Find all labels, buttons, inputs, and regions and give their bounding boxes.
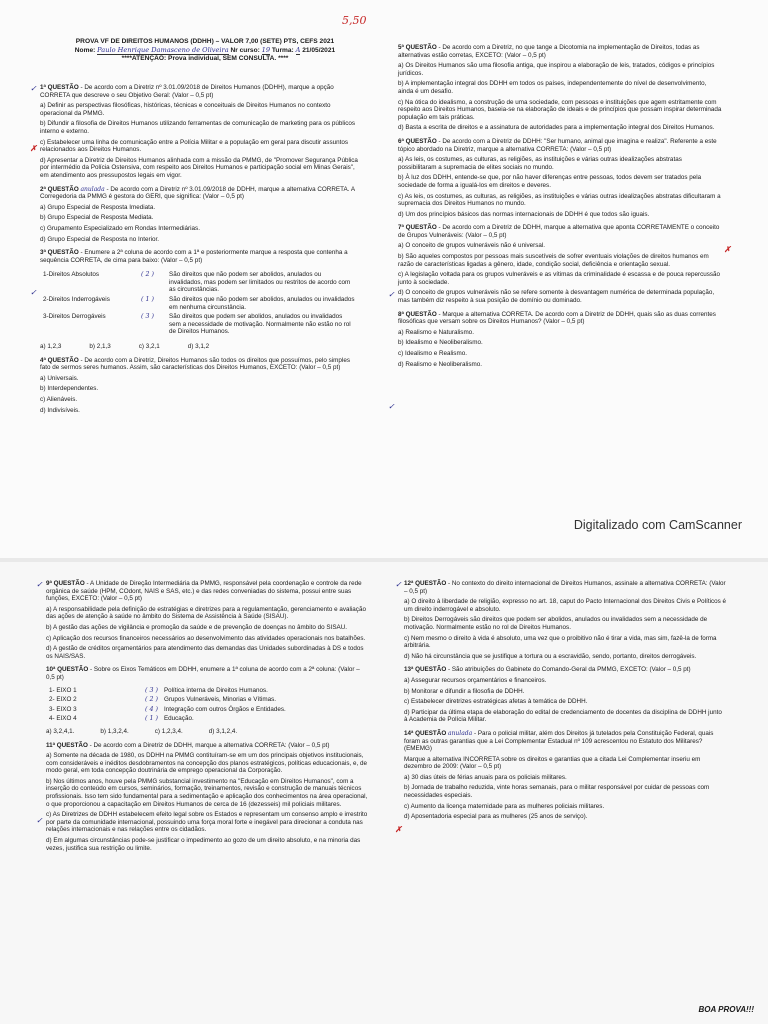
question-8-heading: 8ª QUESTÃO [398, 310, 437, 318]
question-11-heading: 11ª QUESTÃO [46, 741, 88, 749]
question-9-option-d: d) A gestão de créditos orçamentários para atendimento das demandas das Unidades subordinadas à DS e todos os NAIS/SAS. [46, 645, 364, 660]
question-13-heading: 13ª QUESTÃO [404, 666, 447, 674]
question-3-matching-table [40, 270, 358, 337]
question-5-text: - De acordo com a Diretriz, no que tange a Dicotomia na implementação de Direitos, todas as alternativas estão corretas, EXCETO: (Valor – 0,5 pt) [398, 44, 700, 59]
class-letter: A [295, 46, 301, 54]
question-2-text: - De acordo com a Diretriz nº 3.01.09/2018 de DDHH, marque a alternativa CORRETA. A Corregedoria da PMMG é gestora do GERI, que significa: (Valor – 0,5 pt) [40, 185, 355, 201]
check-mark-icon: ✓ [30, 84, 37, 93]
question-6-option-c: c) As leis, os costumes, as culturas, as religiões, as instituições e várias outras idealizações abstratas dificultaram a supremacia dos Direitos Humanos no mundo. [398, 192, 721, 208]
cross-mark-icon: ✗ [395, 824, 402, 834]
closing-message: BOA PROVA!!! [698, 1005, 754, 1014]
question-6-text: - De acordo com a Diretriz de DDHH: "Ser humano, animal que imagina e realiza". Referente a este tópico abordado na Diretriz, marque a alternativa CORRETA: (Valor – 0,5 pt) [398, 137, 717, 153]
question-5-heading: 5ª QUESTÃO [398, 44, 437, 51]
left-column-top [40, 84, 358, 420]
cross-mark-icon: ✗ [724, 244, 731, 254]
question-10-answer-b: b) 1,3,2,4. [100, 727, 129, 735]
question-2-heading: 2ª QUESTÃO [40, 185, 79, 193]
question-5-option-a: a) Os Direitos Humanos são uma filosofia antiga, que inspirou a elaboração de leis, tratados, códigos e princípios jurídicos. [398, 62, 715, 77]
question-10-heading: 10ª QUESTÃO [46, 666, 89, 674]
table-row: 1-Direitos Absolutos ( 2 ) São direitos que não podem ser abolidos, anulados ou invalidados, mas podem ser limitados ou restritos de acordo com as circunstâncias. [43, 271, 351, 294]
question-1-option-a: a) Definir as perspectivas filosóficas, históricas, técnicas e conceituais de Direitos Humanos no contexto operacional da PMMG. [40, 102, 331, 117]
question-8-option-d: d) Realismo e Neoliberalismo. [398, 360, 482, 368]
question-12-option-d: d) Não há circunstância que se justifique a tortura ou a escravidão, sendo, portanto, direitos derrogáveis. [404, 652, 697, 660]
question-5-option-c: c) Na ótica do idealismo, a construção de uma sociedade, com pessoas e instituições que agem estritamente com respeito aos Direitos Humanos, baseia-se na elaboração de ideais e de princípios que possam inspirar determinada população em tais práticas. [398, 98, 722, 121]
question-13-option-a: a) Assegurar recursos orçamentários e financeiros. [404, 676, 547, 684]
question-1-option-c: c) Estabelecer uma linha de comunicação entre a Polícia Militar e a população em geral para discutir assuntos relacionados aos Direitos Humanos. [40, 138, 349, 154]
question-7-heading: 7ª QUESTÃO [398, 224, 437, 232]
question-4 [40, 357, 358, 415]
exam-title: PROVA VF DE DIREITOS HUMANOS (DDHH) – VALOR 7,00 (SETE) PTS, CEFS 2021 [75, 38, 335, 45]
question-2-option-d: d) Grupo Especial de Resposta no Interior. [40, 235, 160, 243]
scan-page-2 [0, 562, 768, 1024]
question-11-option-a: a) Somente na década de 1980, os DDHH na PMMG contituíram-se em um dos principais objetivos institucionais, com consideráveis e inéditos desdobramentos na concepção dos planos estratégicos, políticas educacionais, e, de modo geral, em toda concepção doutrinária de emprego operacional da Corporação. [46, 752, 367, 775]
student-line: Nome: Paulo Henrique Damasceno de Oliveira Nr curso: 19 Turma: A 21/05/2021 [74, 46, 336, 54]
table-row: 4- EIXO 4 ( 1 ) Educação. [49, 715, 194, 723]
question-7-text: - De acordo com a Diretriz de DDHH, marque a alternativa que aponta CORRETAMENTE o conceito de Grupos Vulneráveis: (Valor – 0,5 pt) [398, 224, 720, 239]
question-13-text: - São atribuições do Gabinete do Comando-Geral da PMMG, EXCETO: (Valor – 0,5 pt) [446, 666, 691, 674]
exam-header [40, 38, 370, 63]
table-row: 2-Direitos Inderrogáveis ( 1 ) São direitos que não podem ser abolidos, anulados ou invalidados em nenhuma circunstância. [43, 296, 355, 311]
right-column-bottom [404, 580, 726, 827]
question-3-text: - Enumere a 2ª coluna de acordo com a 1ª e posteriormente marque a resposta que contenha a sequência CORRETA, de cima para baixo: (Valor – 0,5 pt) [40, 249, 348, 264]
question-13-option-c: c) Estabelecer diretrizes estratégicas afetas à temática de DDHH. [404, 698, 588, 706]
question-14-option-a: a) 30 dias úteis de férias anuais para os policiais militares. [404, 773, 567, 781]
question-5 [398, 44, 722, 132]
exam-date: 21/05/2021 [302, 47, 336, 54]
student-name: Paulo Henrique Damasceno de Oliveira [97, 46, 229, 54]
question-10-answers [46, 728, 368, 736]
question-9-option-a: a) A responsabilidade pela definição de estratégias e diretrizes para a regulamentação, gerenciamento e avaliação das ações de atenção à saúde no âmbito do Sistema de Assistência à Saúde (SISAU). [46, 605, 366, 621]
question-13-option-d: d) Participar da última etapa de elaboração do edital de credenciamento de docentes da disciplina de DDHH junto à Academia de Polícia Militar. [404, 708, 722, 724]
grade-mark: 5,50 [342, 14, 367, 27]
question-12-option-c: c) Nem mesmo o direito à vida é absoluto, uma vez que o proibitivo não é tirar a vida, mas sim, fazê-la de forma arbitrária. [404, 634, 717, 650]
question-6 [398, 138, 722, 218]
question-9 [46, 580, 368, 660]
question-10-matching-table [46, 686, 289, 724]
question-6-heading: 6ª QUESTÃO [398, 137, 437, 145]
check-mark-icon: ✓ [388, 402, 395, 411]
question-12 [404, 580, 726, 660]
table-row: 1- EIXO 1 ( 3 ) Política interna de Direitos Humanos. [49, 686, 268, 694]
question-8-option-b: b) Idealismo e Neoliberalismo. [398, 339, 483, 347]
question-12-heading: 12ª QUESTÃO [404, 580, 447, 587]
question-9-text: - A Unidade de Direção Intermediária da PMMG, responsável pela coordenação e controle da rede orgânica de saúde (HPM, COdont, NAIS e SAS, etc.) e das redes conveniadas do sistema, possui entre suas funções, EXCETO: (Valor – 0,5 pt) [46, 580, 362, 603]
question-9-heading: 9ª QUESTÃO [46, 580, 85, 587]
question-7-option-d: d) O conceito de grupos vulneráveis não se refere somente à desvantagem numérica de determinada população, mas também diz respeito à sua posição de domínio ou dominado. [398, 289, 715, 305]
question-14-option-b: b) Jornada de trabalho reduzida, vinte horas semanais, para o militar responsável por cuidar de pessoas com necessidades especiais. [404, 784, 710, 800]
question-8-text: - Marque a alternativa CORRETA. De acordo com a Diretriz de DDHH, quais são as duas correntes filosóficas que versam sobre os Direitos Humanos? (Valor – 0,5 pt) [398, 310, 716, 326]
question-10-answer-a: a) 3,2,4,1. [46, 727, 75, 735]
question-3-answers [40, 343, 358, 351]
check-mark-icon: ✓ [30, 288, 37, 297]
question-8-option-a: a) Realismo e Naturalismo. [398, 328, 474, 336]
question-11-text: - De acordo com a Diretriz de DDHH, marque a alternativa CORRETA: (Valor – 0,5 pt) [87, 741, 330, 749]
question-14-text: - Para o policial militar, além dos Direitos já tutelados pela Constituição Federal, quais foram as outras garantias que a Lei Complementar Estadual nº 109 acrescentou no Estatuto dos Militares? (EMEMG) [404, 729, 714, 753]
question-1-option-b: b) Difundir a filosofia de Direitos Humanos utilizando ferramentas de comunicação de marketing para os públicos interno e externo. [40, 120, 356, 135]
question-7-option-b: b) São aqueles compostos por pessoas mais suscetíveis de sofrer eventuais violações de direitos humanos em razão de características ligadas a gênero, idade, condição social, deficiência e orientação sexual. [398, 253, 709, 268]
question-3-heading: 3ª QUESTÃO [40, 249, 79, 257]
question-2 [40, 186, 358, 244]
question-8-option-c: c) Idealismo e Realismo. [398, 350, 467, 357]
question-4-text: - De acordo com a Diretriz, Direitos Humanos são todos os direitos que possuímos, pelo simples fato de sermos seres humanos. Assim, são características dos Direitos Humanos, EXCETO: (Valor – 0,5 pt) [40, 356, 350, 372]
question-13 [404, 666, 726, 724]
table-row: 3-Direitos Derrogáveis ( 3 ) São direitos que podem ser abolidos, anulados ou invalidados sem a necessidade de motivação. Normalmente não estão no rol de Direitos Humanos. [43, 313, 351, 336]
question-12-text: - No contexto do direito internacional de Direitos Humanos, assinale a alternativa CORRETA: (Valor – 0,5 pt) [404, 580, 726, 595]
question-4-heading: 4ª QUESTÃO [40, 356, 79, 364]
question-12-option-a: a) O direito à liberdade de religião, expresso no art. 18, caput do Pacto Internacional dos Direitos Civis e Políticos é um direito inderrogável e absoluto. [404, 598, 727, 613]
question-2-annotation: anulada [80, 185, 105, 193]
check-mark-icon: ✓ [36, 816, 43, 825]
question-10-answer-d: d) 3,1,2,4. [208, 727, 238, 735]
question-2-option-c: c) Grupamento Especializado em Rondas Intermediárias. [40, 224, 200, 232]
question-3-answer-a: a) 1,2,3 [40, 343, 62, 351]
question-13-option-b: b) Monitorar e difundir a filosofia de DDHH. [404, 687, 525, 695]
question-1-option-d: d) Apresentar a Diretriz de Direitos Humanos alinhada com a missão da PMMG, de "Promover Segurança Pública por intermédio da Polícia Ostensiva, com respeito aos Direitos Humanos e participação social em Minas Gerais", em atendimento aos pressupostos legais em vigor. [40, 156, 358, 179]
question-4-option-a: a) Universais. [40, 374, 79, 382]
table-row: 2- EIXO 2 ( 2 ) Grupos Vulneráveis, Minorias e Vítimas. [49, 696, 277, 704]
question-12-option-b: b) Direitos Derrogáveis são direitos que podem ser abolidos, anulados ou invalidados sem a necessidade de motivação. Normalmente estão no rol de Direitos Humanos. [404, 616, 708, 631]
question-4-option-c: c) Alienáveis. [40, 396, 78, 403]
question-14-option-c: c) Aumento da licença maternidade para as mulheres policiais militares. [404, 802, 605, 810]
question-11-option-d: d) Em algumas circunstâncias pode-se justificar o impedimento ao gozo de um direito absoluto, e na minoria das vezes, justifica sua restrição ou limite. [46, 837, 361, 852]
question-3-answer-c: c) 3,2,1 [138, 343, 160, 351]
question-7 [398, 224, 722, 304]
check-mark-icon: ✓ [395, 580, 402, 589]
right-column-top [398, 44, 722, 374]
question-3-answer-b: b) 2,1,3 [89, 343, 111, 351]
question-10-text: - Sobre os Eixos Temáticos em DDHH, enumere a 1ª coluna de acordo com a 2ª coluna: (Valor – 0,5 pt) [46, 666, 360, 681]
question-2-option-b: b) Grupo Especial de Resposta Mediata. [40, 214, 154, 222]
question-11-option-b: b) Nos últimos anos, houve pela PMMG substancial investimento na "Educação em Direitos Humanos", com a inserção do conteúdo em cursos, seminários, formação, treinamentos, revisão e construção de manuais técnicos profissionais. Isso tem sido fundamental para a sedimentação e aplicação dos conhecimentos na área operacional, o que proporcionou a capacitação em Direitos Humanos de cerca de 16 (dezesseis) mil policiais militares. [46, 777, 368, 808]
question-5-option-d: d) Basta a escrita de direitos e a assinatura de autoridades para a implementação integral dos Direitos Humanos. [398, 124, 715, 132]
table-row: 3- EIXO 3 ( 4 ) Integração com outros Órgãos e Entidades. [49, 705, 286, 713]
question-9-option-c: c) Aplicação dos recursos financeiros necessários ao desenvolvimento das atividades operacionais nos batalhões. [46, 634, 366, 642]
question-5-option-b: b) A implementação integral dos DDHH em todos os países, independentemente do nível de desenvolvimento, ainda é um desafio. [398, 80, 707, 95]
question-4-option-d: d) Indivisíveis. [40, 406, 80, 414]
question-6-option-a: a) As leis, os costumes, as culturas, as religiões, as instituições e várias outras idealizações abstratas possibilitaram a supremacia de elites sociais no mundo. [398, 156, 682, 171]
left-column-bottom [46, 580, 368, 858]
question-10-answer-c: c) 1,2,3,4. [154, 727, 183, 735]
attention-note: ****ATENÇÃO: Prova individual, SEM CONSULTA. **** [121, 55, 289, 62]
question-6-option-d: d) Um dos princípios básicos das normas internacionais de DDHH é que todos são iguais. [398, 210, 650, 218]
question-10 [46, 666, 368, 735]
question-9-option-b: b) A gestão das ações de vigilância e promoção da saúde e de prevenção de doenças no âmbito do SISAU. [46, 623, 348, 631]
question-4-option-b: b) Interdependentes. [40, 385, 99, 393]
camscanner-watermark: Digitalizado com CamScanner [573, 518, 742, 532]
question-1 [40, 84, 358, 180]
question-14-option-d: d) Aposentadoria especial para as mulheres (25 anos de serviço). [404, 813, 588, 821]
question-7-option-c: c) A legislação voltada para os grupos vulneráveis e as vítimas da criminalidade é escassa e de pouca repercussão junto à sociedade. [398, 271, 721, 286]
question-14-instruction: Marque a alternativa INCORRETA sobre os direitos e garantias que a citada Lei Complementar inseriu em dezembro de 2009: (Valor – 0,5 pt) [404, 755, 701, 771]
question-8 [398, 311, 722, 369]
question-1-text: - De acordo com a Diretriz nº 3.01.09/2018 de Direitos Humanos (DDHH), marque a opção CORRETA que descreve o seu Objetivo Geral: (Valor – 0,5 pt) [40, 84, 334, 99]
question-7-option-a: a) O conceito de grupos vulneráveis não é universal. [398, 242, 546, 250]
check-mark-icon: ✓ [388, 290, 395, 299]
question-11 [46, 742, 368, 853]
course-number: 19 [261, 46, 271, 54]
question-3 [40, 249, 358, 351]
cross-mark-icon: ✗ [30, 143, 37, 153]
question-14-heading: 14ª QUESTÃO [404, 729, 447, 737]
question-14 [404, 730, 726, 821]
question-3-answer-d: d) 3,1,2 [187, 343, 210, 351]
question-11-option-c: c) As Diretrizes de DDHH estabelecem efeito legal sobre os Estados e representam um consenso amplo e irrestrito por parte da comunidade internacional, possuindo uma força moral forte e inegável para direcionar a conduta nas relações internacionais e nas relações entre os cidadãos. [46, 811, 368, 834]
question-2-option-a: a) Grupo Especial de Resposta Imediata. [40, 203, 156, 211]
check-mark-icon: ✓ [36, 580, 43, 589]
question-1-heading: 1ª QUESTÃO [40, 84, 79, 91]
question-6-option-b: b) À luz dos DDHH, entende-se que, por não haver diferenças entre pessoas, todos devem ser tratados pela sociedade de forma a igualá-los em direitos e deveres. [398, 174, 702, 189]
question-14-annotation: anulada [447, 729, 473, 737]
